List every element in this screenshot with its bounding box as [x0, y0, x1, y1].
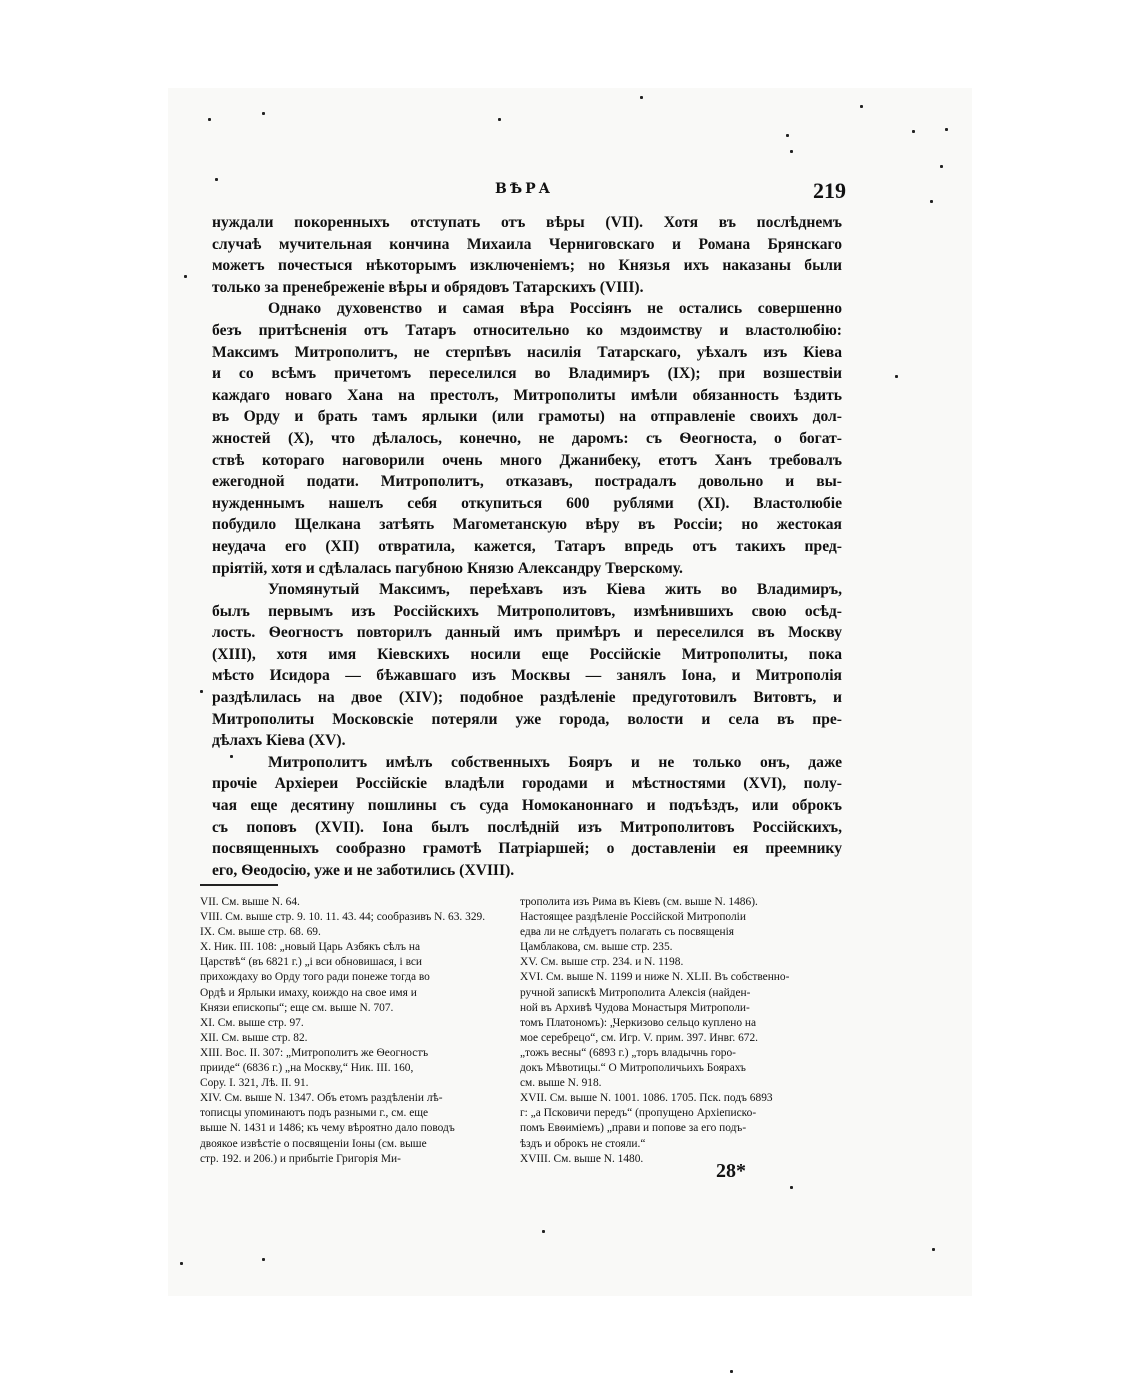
- footnote-line: ѣздъ и оброкъ не стояли.“: [520, 1137, 646, 1150]
- footnote-line: прихождаху во Орду того ради понеже тогда во: [200, 971, 430, 984]
- signature-mark: 28*: [716, 1160, 746, 1182]
- footnotes-right-column: [520, 895, 840, 1167]
- speck: [498, 118, 501, 121]
- footnote-line: трополита изъ Рима въ Кіевъ (см. выше N. 1486).: [520, 896, 758, 908]
- footnote-line: VII. См. выше N. 64.: [200, 896, 300, 908]
- footnote-line: Сору. I. 321, Лѣ. II. 91.: [200, 1077, 309, 1090]
- footnote-line: XVII. См. выше N. 1001. 1086. 1705. Пск. подъ 6893: [520, 1092, 773, 1105]
- speck: [790, 150, 793, 153]
- footnote-line: двоякое извѣстіе о посвященіи Іоны (см. выше: [200, 1137, 427, 1150]
- speck: [930, 200, 933, 203]
- text-line: Упомянутый Максимъ, переѣхавъ изъ Кіева жить во Владимиръ,: [268, 581, 842, 599]
- text-line: его, Ѳеодосію, уже и не заботились (XVIII).: [212, 861, 515, 879]
- speck: [215, 178, 218, 181]
- speck: [895, 375, 898, 378]
- speck: [230, 755, 233, 758]
- text-line: прочіе Архіереи Россійскіе владѣли городами и мѣстностями (XVI), полу-: [212, 775, 842, 793]
- paragraph: [212, 298, 842, 579]
- text-line: Митрополиты Московскіе потеряли уже города, волости и села въ пре-: [212, 710, 842, 728]
- footnote-line: XI. См. выше стр. 97.: [200, 1016, 304, 1029]
- speck: [860, 105, 863, 108]
- text-line: былъ первымъ изъ Россійскихъ Митрополитовъ, измѣнившихъ свою осѣд-: [212, 602, 842, 620]
- speck: [208, 118, 211, 121]
- text-line: ствѣ котораго наговорили очень много Джанибеку, етотъ Ханъ требовалъ: [212, 451, 842, 469]
- text-line: случаѣ мучительная кончина Михаила Черниговскаго и Романа Брянскаго: [212, 235, 842, 253]
- text-line: Максимъ Митрополитъ, не стерпѣвъ насилія Татарскаго, уѣхалъ изъ Кіева: [212, 343, 842, 361]
- speck: [932, 1248, 935, 1251]
- text-line: безъ притѣсненія отъ Татаръ относительно ко мздоимству и властолюбію:: [212, 321, 842, 339]
- text-line: пріятій, хотя и сдѣлалась пагубною Князю Александру Тверскому.: [212, 559, 683, 577]
- footnote-line: X. Ник. III. 108: „новый Царь Азбякъ сѣлъ на: [200, 941, 421, 954]
- footnote-line: XIV. См. выше N. 1347. Объ етомъ раздѣленіи лѣ-: [200, 1092, 443, 1105]
- text-line: можетъ почестыся нѣкоторымъ изключеніемъ; но Князья ихъ наказаны были: [212, 257, 842, 275]
- text-line: лость. Ѳеогностъ повторилъ данный имъ примѣръ и переселился въ Москву: [212, 624, 842, 642]
- text-line: нуждали покоренныхъ отступать отъ вѣры (VII). Хотя въ послѣднемъ: [212, 214, 842, 231]
- footnotes-left-column: [200, 895, 518, 1167]
- footnote-line: „тожъ весны“ (6893 г.) „торъ владычнь горо-: [520, 1046, 736, 1059]
- footnote-line: см. выше N. 918.: [520, 1077, 602, 1090]
- text-line: жностей (X), что дѣлалось, конечно, не даромъ: съ Ѳеогноста, о богат-: [212, 429, 842, 447]
- page-number: 219: [813, 178, 846, 203]
- text-line: въ Орду и брать тамъ ярлыки (или грамоты) на отправленіе своихъ дол-: [212, 408, 842, 426]
- text-line: дѣлахъ Кіева (XV).: [212, 732, 346, 750]
- footnote-line: IX. См. выше стр. 68. 69.: [200, 926, 321, 939]
- main-text: [212, 212, 842, 881]
- text-line: съ поповъ (XVII). Іона былъ послѣдній изъ Митрополитовъ Россійскихъ,: [212, 818, 842, 836]
- footnote-line: Князи епископы“; еще см. выше N. 707.: [200, 1001, 394, 1014]
- text-line: и со всѣмъ причетомъ переселился во Владимиръ (IX); при возшествіи: [212, 365, 842, 383]
- footnote-line: Ордѣ и Ярлыки имаху, коиждо на свое имя и: [200, 986, 417, 999]
- footnote-line: тописцы упоминаютъ подъ разными г., см. еще: [200, 1107, 429, 1120]
- text-line: чая еще десятину пошлины съ суда Номоканоннаго и подъѣздъ, или оброкъ: [212, 797, 842, 815]
- text-line: только за пренебреженіе вѣры и обрядовъ Татарскихъ (VIII).: [212, 278, 644, 296]
- footnote-line: докъ Мѣвотицы.“ О Митрополичьихъ Боярахъ: [520, 1062, 746, 1075]
- footnote-line: г: „а Псковичи передъ“ (пропущено Архіеписко-: [520, 1107, 757, 1120]
- footnote-line: мое серебрецо“, см. Игр. V. прим. 397. Инвг. 672.: [520, 1031, 759, 1044]
- speck: [640, 96, 643, 99]
- text-line: посвященныхъ сообразно грамотѣ Патріаршей; о доставленіи ея преемнику: [212, 840, 842, 858]
- paragraph: [212, 212, 842, 298]
- footnote-line: VIII. См. выше стр. 9. 10. 11. 43. 44; сообразивъ N. 63. 329.: [200, 911, 486, 924]
- speck: [180, 1262, 183, 1265]
- footnote-line: Настоящее раздѣленіе Россійской Митрополіи: [520, 911, 746, 924]
- speck: [790, 1186, 793, 1189]
- text-line: ежегодной подати. Митрополитъ, отказавъ, пострадалъ довольно и вы-: [212, 473, 842, 491]
- footnote-line: XVI. См. выше N. 1199 и ниже N. XLII. Въ собственно-: [520, 971, 790, 984]
- speck: [184, 275, 187, 278]
- footnote-line: XIII. Вос. II. 307: „Митрополитъ же Ѳеогностъ: [200, 1046, 429, 1059]
- speck: [945, 128, 948, 131]
- running-head: ВѢРА: [495, 181, 554, 197]
- text-line: нужденнымъ нашелъ себя откупиться 600 рублями (XI). Властолюбіе: [212, 494, 842, 512]
- speck: [786, 134, 789, 137]
- speck: [542, 1230, 545, 1233]
- footnote-line: выше N. 1431 и 1486; къ чему вѣроятно дало поводъ: [200, 1122, 455, 1135]
- footnote-line: Цамблакова, см. выше стр. 235.: [520, 941, 673, 954]
- footnote-line: XII. См. выше стр. 82.: [200, 1031, 308, 1044]
- text-line: мѣсто Исидора — бѣжавшаго изъ Москвы — занялъ Іона, и Митрополія: [212, 667, 842, 685]
- paragraph: [212, 752, 842, 882]
- paragraph: [212, 579, 842, 752]
- text-line: неудача его (XII) отвратила, кажется, Татаръ впредь отъ такихъ пред-: [212, 537, 842, 555]
- footnote-line: томъ Платономъ): „Черкизово сельцо куплено на: [520, 1016, 757, 1029]
- footnote-line: помъ Евѳиміемъ) „прави и попове за его подъ-: [520, 1122, 747, 1135]
- text-line: побудило Щелкана затѣять Магометанскую вѣру въ Россіи; но жестокая: [212, 516, 842, 534]
- footnote-line: едва ли не слѣдуетъ полагать съ посвященія: [520, 926, 735, 939]
- text-line: раздѣлилась на двое (XIV); подобное раздѣленіе предуготовилъ Витовтъ, и: [212, 689, 842, 707]
- footnote-line: ручной запискѣ Митрополита Алексія (найден-: [520, 986, 751, 999]
- footnote-rule: [200, 884, 278, 886]
- speck: [262, 112, 265, 115]
- footnote-line: прииде“ (6836 г.) „на Москву,“ Ник. III. 160,: [200, 1062, 414, 1075]
- speck: [912, 130, 915, 133]
- speck: [200, 690, 203, 693]
- text-line: (XIII), хотя имя Кіевскихъ носили еще Россійскіе Митрополиты, пока: [212, 645, 842, 663]
- footnote-line: ной въ Архивѣ Чудова Монастыря Митрополи-: [520, 1001, 750, 1014]
- text-line: Однако духовенство и самая вѣра Россіянъ не остались совершенно: [268, 300, 842, 318]
- footnote-line: стр. 192. и 206.) и прибытіе Григорія Ми-: [200, 1152, 401, 1165]
- footnote-line: XV. См. выше стр. 234. и N. 1198.: [520, 956, 684, 969]
- footnote-line: XVIII. См. выше N. 1480.: [520, 1152, 644, 1165]
- text-line: каждаго новаго Хана на престолъ, Митрополиты имѣли обязанность ѣздить: [212, 386, 842, 404]
- speck: [730, 1370, 733, 1373]
- text-line: Митрополитъ имѣлъ собственныхъ Бояръ и не только онъ, даже: [268, 753, 842, 771]
- footnote-line: Царствѣ“ (въ 6821 г.) „і вси обновишася, і вси: [200, 956, 423, 969]
- speck: [262, 1258, 265, 1261]
- speck: [940, 165, 943, 168]
